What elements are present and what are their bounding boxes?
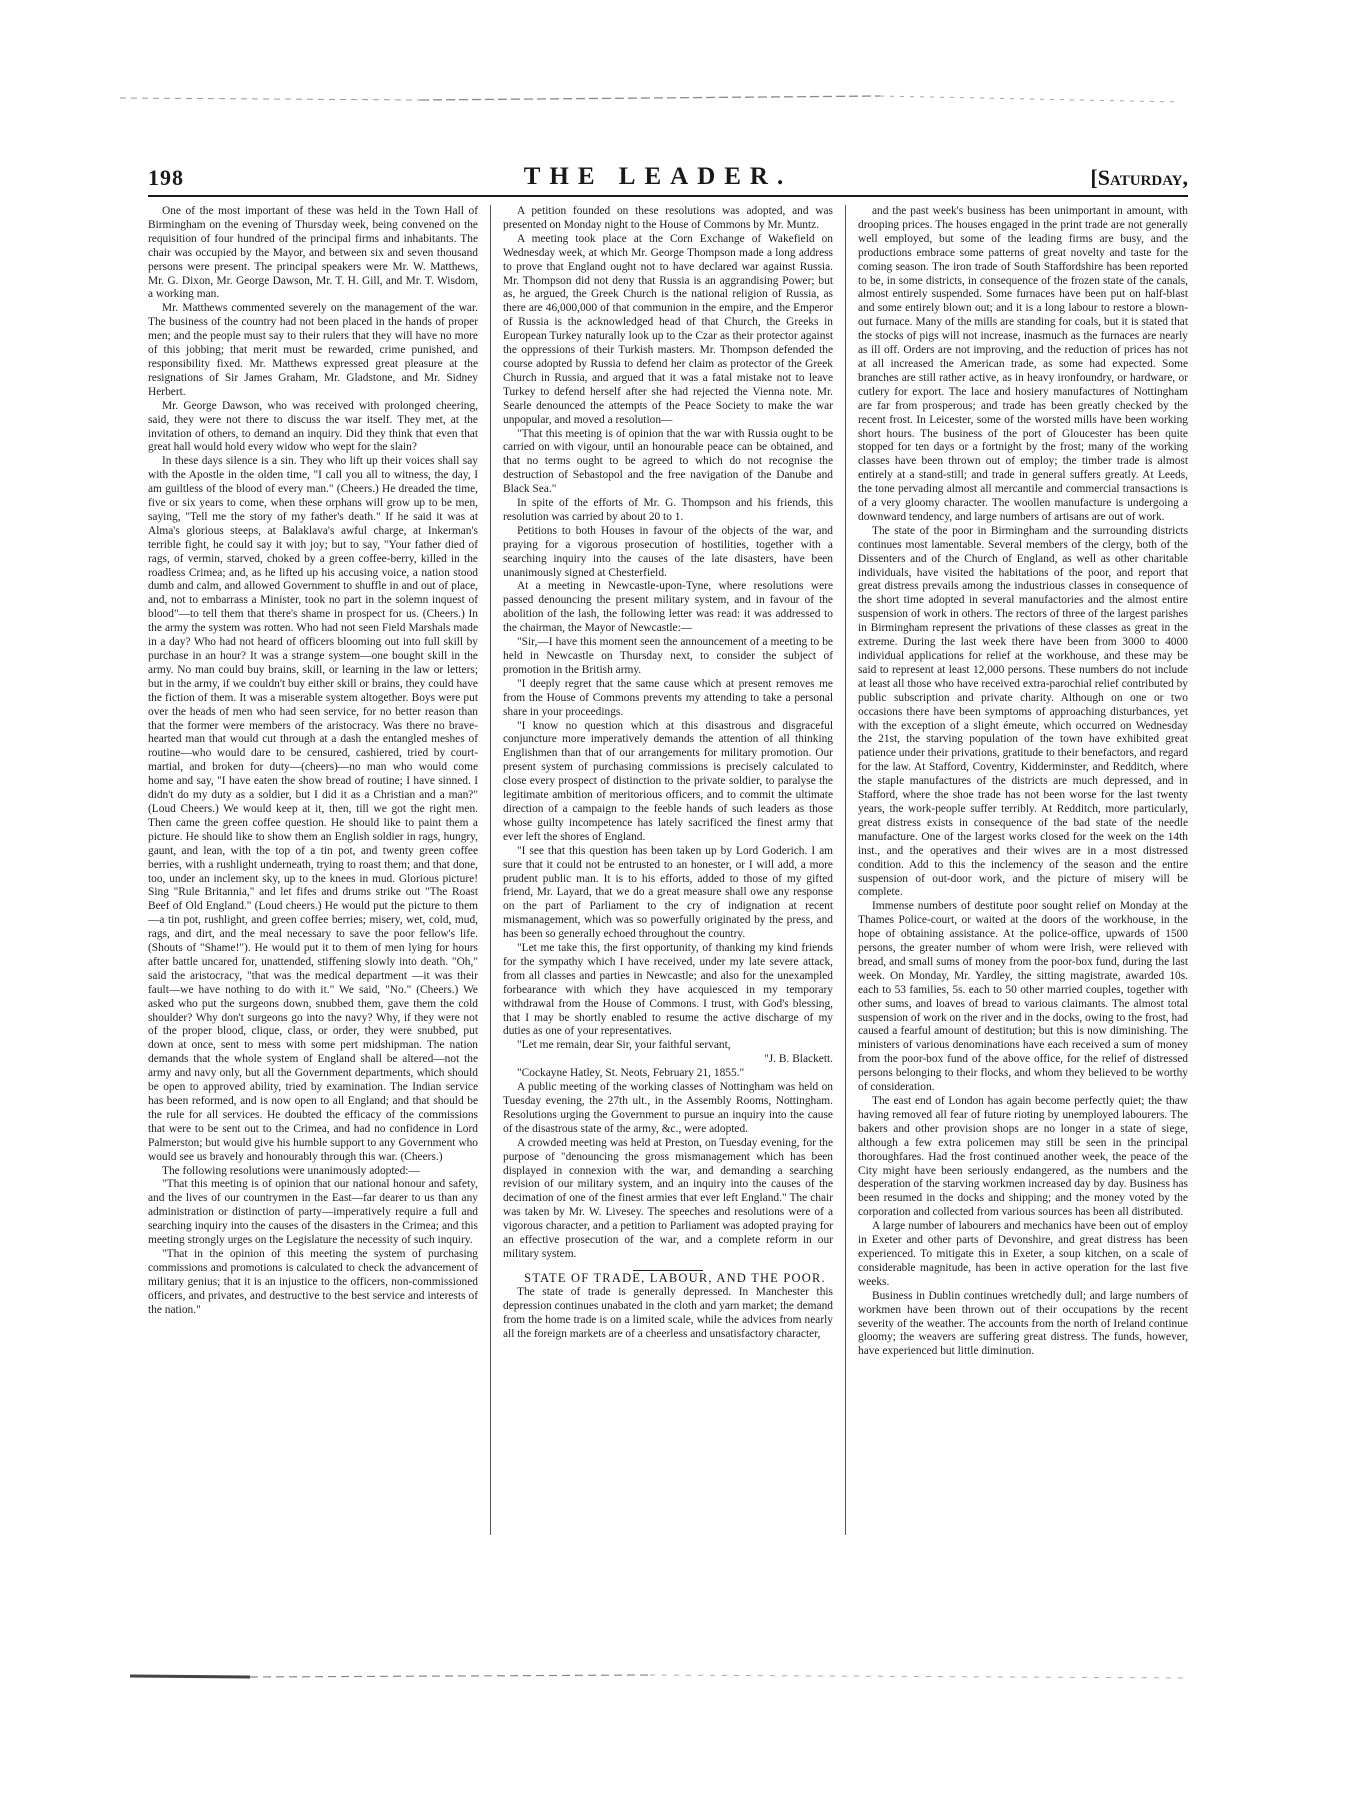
paragraph: and the past week's business has been unimportant in amount, with drooping prices. The houses engaged in the print trade are not generally well employed, but some of the leading firms are busy, and the productions embrace some patterns of great novelty and taste for the coming season. The iron trade of South Staffordshire has been reported to be, in some districts, in consequence of the frozen state of the canals, almost entirely suspended. Some furnaces have been put on half-blast and some entirely blown out; and it is a long labour to restore a blown-out furnace. Many of the mills are standing for coals, but it is stated that the stocks of pigs will not increase, inasmuch as the furnaces are nearly as ill off. Orders are not improving, and the reduction of prices has not at all increased the American trade, as some had expected. Some branches are still rather active, as in heavy ironfoundry, or hardware, or cutlery for export. The lace and hosiery manufactures of Nottingham are far from prosperous; and trade has been greatly checked by the recent frost. In Leicester, some of the worsted mills have been working short hours. The business of the port of Gloucester has been quite stopped for ten days or a fortnight by the frost; many of the working classes have been thrown out of employ; the timber trade is almost entirely at a stand-still; and trade in general suffers greatly. At Leeds, the tone pervading almost all mercantile and commercial transactions is of a very gloomy character. The woollen manufacture is undergoing a downward tendency, and large numbers of artisans are out of work.: [858, 205, 1188, 523]
resolution-text: "That this meeting is of opinion that our national honour and safety, and the lives of our countrymen in the East—far dearer to us than any administration or distinction of party—imperatively require a full and searching inquiry into the causes of the disasters in the Crimea; and this meeting strongly urges on the Legislature the necessity of such inquiry.: [148, 1178, 478, 1247]
paragraph: "That this meeting is of opinion that the war with Russia ought to be carried on with vigour, until an honourable peace can be obtained, and that no terms ought to be agreed to which do not recognise the destruction of Sebastopol and the free navigation of the Danube and Black Sea.": [503, 427, 833, 496]
column-divider: [490, 205, 491, 1535]
paragraph: The state of the poor in Birmingham and the surrounding districts continues most lamentable. Several members of the clergy, both of the Dissenters and of the Church of England, as well as other charitable individuals, have visited the habitations of the poor, and report that great distress prevails among the industrious classes in consequence of the short time adopted in several manufactories and the almost entire suspension of work in others. The rectors of three of the largest parishes in Birmingham represent the privations of these classes as great in the extreme. During the last week there have been from 3000 to 4000 individual applications for relief at the workhouse, and these may be said to represent at least 12,000 persons. These numbers do not include at least all those who have received extra-parochial relief contributed by public subscription and private charity. Although on one or two occasions there have been symptoms of approaching disturbances, yet with the exception of a slight émeute, which occurred on Wednesday the 21st, the starving population of the town have exhibited great patience under their privations, gratitude to their benefactors, and regard for the law. At Stafford, Coventry, Kidderminster, and Redditch, where the staple manufactures of the districts are much depressed, and in Stafford, where the shoe trade has not been worse for the last twenty years, the work-people suffer terribly. At Redditch, more particularly, great distress exists in consequence of the bad state of the needle manufacture. One of the largest works closed for the week on the 14th inst., and the operatives and their wives are in a most distressed condition. Add to this the inclemency of the season and the entire suspension of out-door work, and the picture of misery will be complete.: [858, 524, 1188, 899]
paragraph: Immense numbers of destitute poor sought relief on Monday at the Thames Police-court, or waited at the doors of the workhouse, in the hope of obtaining assistance. At the police-office, upwards of 1500 persons, the greater number of whom were Irish, were relieved with bread, and small sums of money from the poor-box fund, during the last week. On Monday, Mr. Yardley, the sitting magistrate, awarded 10s. each to 53 families, 5s. each to 50 other married couples, together with other sums, and loaves of bread to various claimants. The almost total suspension of work on the river and in the docks, owing to the frost, had caused a fearful amount of destitution; but this is now diminishing. The ministers of various denominations have each received a sum of money from the poor-box fund of the above office, for the relief of distressed persons belonging to their flocks, and whom they believed to be worthy of consideration.: [858, 900, 1188, 1094]
column-1: [148, 205, 478, 1535]
bottom-margin-smudge: [130, 1666, 1190, 1686]
paragraph: Petitions to both Houses in favour of the objects of the war, and praying for a vigorous prosecution of hostilities, together with a searching inquiry into the causes of the late disasters, have been unanimously signed at Chesterfield.: [503, 524, 833, 579]
resolution-text: "That in the opinion of this meeting the system of purchasing commissions and promotions is calculated to check the advancement of military genius; that it is an injustice to the officers, non-commissioned officers, and privates, and destructive to the best service and interests of the nation.": [148, 1247, 478, 1316]
letter-closing: "Let me remain, dear Sir, your faithful servant,: [517, 1039, 731, 1052]
column-2: [503, 205, 833, 1535]
section-heading: STATE OF TRADE, LABOUR, AND THE POOR.: [524, 1270, 826, 1285]
paragraph: A crowded meeting was held at Preston, on Tuesday evening, for the purpose of "denouncing the gross mismanagement which has been displayed in connexion with the war, and demanding a searching revision of our military system, and an inquiry into the causes of the decimation of one of the finest armies that ever left England." The chair was taken by Mr. W. Livesey. The speeches and resolutions were of a vigorous character, and a petition to Parliament was adopted praying for an effective prosecution of the war, and a complete reform in our military system.: [503, 1136, 833, 1260]
paragraph: A meeting took place at the Corn Exchange of Wakefield on Wednesday week, at which Mr. George Thompson made a long address to prove that England ought not to have declared war against Russia. Mr. Thompson did not deny that Russia is an aggrandising Power; but as, he argued, the Greek Church is the national religion of Russia, as there are 46,000,000 of that communion in the empire, and the Emperor of Russia is the acknowledged head of that Church, the Greeks in European Turkey naturally look up to the Czar as their protector against the oppressions of their Turkish masters. Mr. Thompson defended the course adopted by Russia to defend her claim as protector of the Greek Church in Russia, and argued that it was a fatal mistake not to leave Turkey to defend herself after she had rejected the Vienna note. Mr. Searle denounced the attempts of the Peace Society to make the war unpopular, and moved a resolution—: [503, 232, 833, 426]
paragraph: The east end of London has again become perfectly quiet; the thaw having removed all fear of future rioting by unemployed labourers. The bakers and other provision shops are no longer in a state of siege, although a few extra policemen may still be seen in the principal thoroughfares. Had the frost continued another week, the peace of the City might have been seriously endangered, as the numbers and the desperation of the starving workmen increased day by day. Business has been resumed in the docks and shipping; and the money voted by the corporation and collected from various sources has been all distributed.: [858, 1095, 1188, 1219]
letter-paragraph: "I know no question which at this disastrous and disgraceful conjuncture more imperatively demands the attention of all thinking Englishmen than that of our arrangements for military promotion. Our present system of purchasing commissions is precisely calculated to close every prospect of distinction to the private soldier, to paralyse the legitimate ambition of meritorious officers, and to commit the ultimate direction of a campaign to the feeble hands of such leaders as those whose guilty incompetence has lately sacrificed the finest army that ever left the shores of England.: [503, 719, 833, 843]
paragraph: Mr. George Dawson, who was received with prolonged cheering, said, they were not there to discuss the war itself. They met, at the invitation of others, to demand an inquiry. Did they think that even that great hall would hold every widow who wept for the slain?: [148, 399, 478, 454]
letter-paragraph: "I see that this question has been taken up by Lord Goderich. I am sure that it could not be entrusted to an honester, or I will add, a more prudent public man. It is to his efforts, added to those of my gifted friend, Mr. Layard, that we do a great measure shall owe any response on the part of Parliament to the cry of indignation at recent mismanagement, which was so powerfully originated by the press, and has been so generally echoed throughout the country.: [503, 844, 833, 941]
paragraph: The state of trade is generally depressed. In Manchester this depression continues unabated in the cloth and yarn market; the demand from the home trade is on a limited scale, while the advices from nearly all the foreign markets are of a cheerless and unsatisfactory character,: [503, 1285, 833, 1340]
paragraph: One of the most important of these was held in the Town Hall of Birmingham on the evening of Thursday week, being convened on the requisition of four hundred of the principal firms and inhabitants. The chair was occupied by the Mayor, and between six and seven thousand persons were present. The principal speakers were Mr. W. Matthews, Mr. G. Dixon, Mr. George Dawson, Mr. T. H. Gill, and Mr. T. Wisdom, a working man.: [148, 205, 478, 301]
column-divider: [845, 205, 846, 1535]
letter-signature: "J. B. Blackett.: [764, 1053, 833, 1066]
header-date: [Saturday,: [1090, 165, 1188, 190]
masthead-title: THE LEADER.: [523, 163, 793, 190]
paragraph: In these days silence is a sin. They who lift up their voices shall say with the Apostle in the olden time, "I call you all to witness, the day, I am guiltless of the blood of every man." (Cheers.) He dreaded the time, five or six years to come, when these orphans will grow up to be men, saying, "Tell me the story of my father's death." If he said it was at Alma's glorious steeps, at Balaklava's awful charge, at Inkerman's terrible fight, he could say it with joy; but to say, "Your father died of rags, of vermin, starved, choked by a green coffee-berry, killed in the roadless Crimea; and, as he lifted up his accusing voice, a nation stood dumb and calm, and allowed Government to shuffle in and out of place, and, not to embarrass a Minister, took no part in the solemn inquest of blood"—to tell them that there's shame in prospect for us. (Cheers.) In the army the system was rotten. Who had not seen Field Marshals made in a day? Who had not heard of officers blooming out into full skill by purchase in an hour? It was a strange system—one bought skill in the army. No man could buy brains, skill, or learning in the law or letters; but in the army, if we couldn't buy either skill or brains, they could have the fiction of them. It was a miserable system altogether. Boys were put over the heads of men who had seen service, for no better reason than that the former were members of the aristocracy. Was there no brave-hearted man that would cut through at a dash the entangled meshes of routine—who would dare to be censured, cashiered, tried by court-martial, and broken for duty—(cheers)—no man who would come home and say, "I have eaten the show bread of routine; I have sinned. I didn't do my duty as a soldier, but I did it as a Christian and a man?" (Loud Cheers.) We would keep at it, then, till we got the right men. Then came the green coffee question. He should like to paint them a picture. He should like to show them an English soldier in rags, hungry, gaunt, and lean, with the top of a tin pot, and twenty green coffee berries, with a rushlight underneath, trying to roast them; and that done, too, under an inclement sky, up to the knees in mud. Glorious picture! Sing "Rule Britannia," and let fifes and drums strike out "The Roast Beef of Old England." (Loud cheers.) He would put the picture to them—a tin pot, rushlight, and green coffee berries; misery, wet, cold, mud, rags, and dirt, and the meal necessary to save the poor fellow's life. (Shouts of "Shame!"). He would put it to them of men lying for hours after battle uncared for, unattended, stiffening slowly into death. "Oh," said the aristocracy, "that was the medical department —it was their fault—we have nothing to do with it." We said, "No." (Cheers.) We asked who put the surgeons down, snubbed them, gave them the cold shoulder? Why don't surgeons go into the navy? Why, if they were not of the proper blood, clique, class, or order, they were snubbed, put down at once, sent to mess with some pert midshipman. The nation demands that the whole system of England shall be altered—not the army and navy only, but all the Government departments, which should be open to approved ability, tried by examination. The Indian service has been reformed, and is now open to all England; and that should be the rule for all services. He doubted the efficacy of the commissions that were to be sent out to the Crimea, and had no confidence in Lord Palmerston; but would give his humble support to any Government who would see us bravely and honourably through this war. (Cheers.): [148, 455, 478, 1163]
paragraph: In spite of the efforts of Mr. G. Thompson and his friends, this resolution was carried by about 20 to 1.: [503, 497, 833, 523]
top-margin-smudge: [120, 84, 1180, 114]
paragraph: The following resolutions were unanimously adopted:—: [162, 1164, 420, 1177]
paragraph: A large number of labourers and mechanics have been out of employ in Exeter and other parts of Devonshire, and great distress has been experienced. To mitigate this in Exeter, a soup kitchen, on a scale of considerable magnitude, has been in active operation for the last five weeks.: [858, 1220, 1188, 1288]
letter-paragraph: "Let me take this, the first opportunity, of thanking my kind friends for the sympathy which I have received, under my late severe attack, from all classes and parties in Newcastle; and also for the unexampled forbearance with which they have acquiesced in my temporary withdrawal from the House of Commons. I trust, with God's blessing, that I may be shortly enabled to resume the active discharge of my duties as one of your representatives.: [503, 942, 833, 1038]
paragraph: Mr. Matthews commented severely on the management of the war. The business of the country had not been placed in the hands of proper men; and the people must say to their rulers that they will have no more of this jobbing; that merit must be rewarded, crime punished, and responsibility fixed. Mr. Matthews expressed great pleasure at the resignations of Sir James Graham, Mr. Gladstone, and Mr. Sidney Herbert.: [148, 302, 478, 398]
paragraph: A petition founded on these resolutions was adopted, and was presented on Monday night to the House of Commons by Mr. Muntz.: [503, 205, 833, 231]
page-number: 198: [148, 165, 184, 190]
page-header: [148, 165, 1188, 197]
paragraph: A public meeting of the working classes of Nottingham was held on Tuesday evening, the 27th ult., in the Assembly Rooms, Nottingham. Resolutions urging the Government to pursue an inquiry into the cause of the disastrous state of the army, &c., were adopted.: [503, 1081, 833, 1135]
letter-paragraph: "Sir,—I have this moment seen the announcement of a meeting to be held in Newcastle on Thursday next, to consider the subject of promotion in the British army.: [503, 636, 833, 676]
column-3: [858, 205, 1188, 1535]
article-columns: [148, 205, 1188, 1535]
paragraph: Business in Dublin continues wretchedly dull; and large numbers of workmen have been thrown out of their occupations by the recent severity of the weather. The accounts from the north of Ireland continue gloomy; the weavers are suffering great distress. The funds, however, have experienced but little diminution.: [858, 1289, 1188, 1358]
letter-paragraph: "I deeply regret that the same cause which at present removes me from the House of Commons prevents my attending to take a personal share in your proceedings.: [503, 677, 833, 718]
paragraph: At a meeting in Newcastle-upon-Tyne, where resolutions were passed denouncing the present military system, and in favour of the abolition of the lash, the following letter was read: it was addressed to the chairman, the Mayor of Newcastle:—: [503, 580, 833, 635]
letter-address: "Cockayne Hatley, St. Neots, February 21, 1855.": [517, 1067, 745, 1080]
